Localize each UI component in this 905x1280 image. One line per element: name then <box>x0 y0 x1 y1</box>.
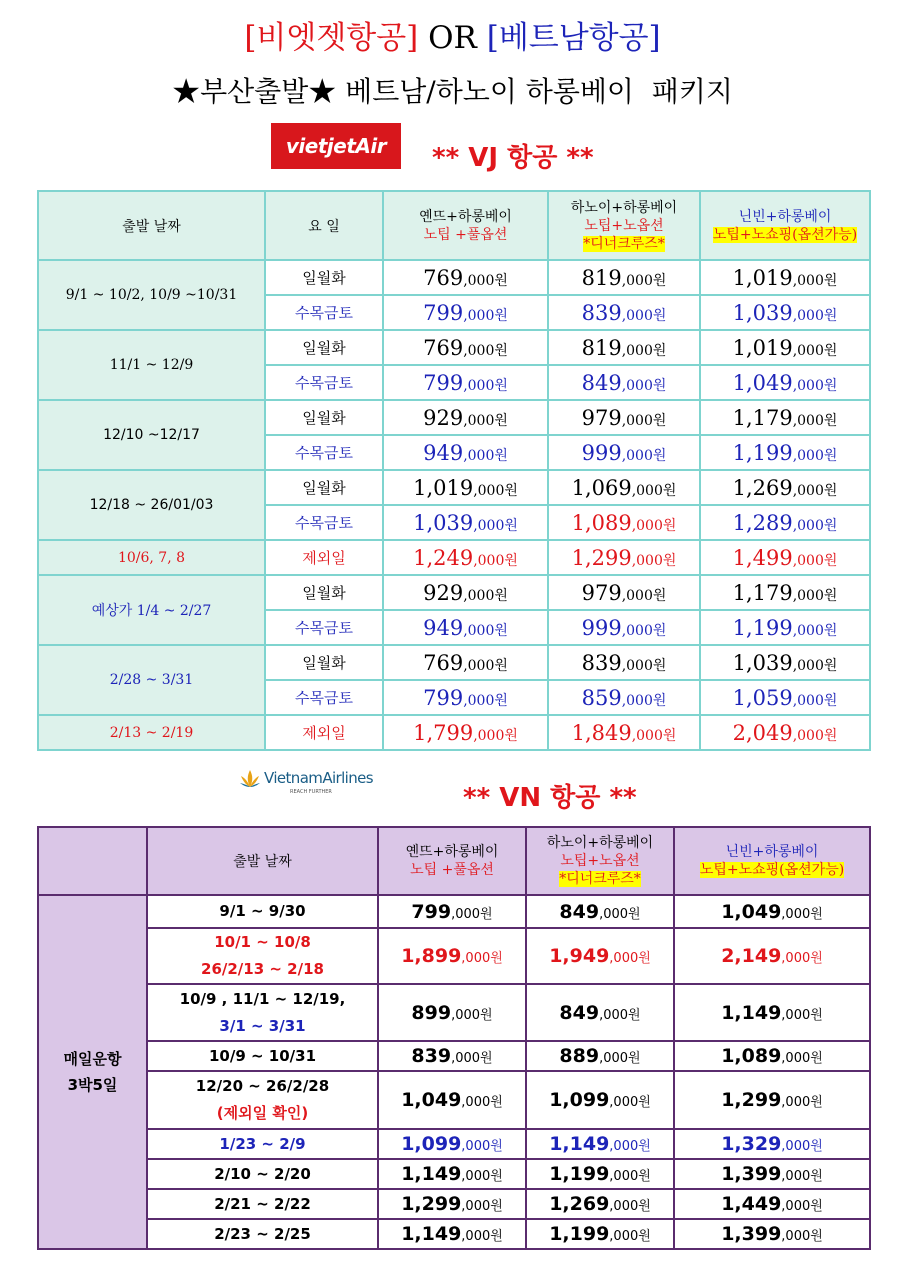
vn-header-date: 출발 날짜 <box>147 827 378 895</box>
vn-price-cell: 1,199,000원 <box>526 1159 674 1189</box>
vj-price-cell: 1,199,000원 <box>700 610 870 645</box>
vn-trip-length-label: 3박5일 <box>67 1076 118 1094</box>
vj-day-cell: 수목금토 <box>265 365 383 400</box>
vj-package-2-name: 하노이+하롱베이 <box>570 199 678 216</box>
vn-price-cell: 1,299,000원 <box>674 1071 870 1129</box>
vj-price-cell: 1,849,000원 <box>548 715 700 750</box>
vj-package-3-desc: 노팁+노쇼핑(옵션가능) <box>712 226 858 243</box>
vj-price-cell: 1,249,000원 <box>383 540 548 575</box>
vn-header-blank <box>38 827 147 895</box>
vj-price-cell: 949,000원 <box>383 435 548 470</box>
vn-price-cell: 1,399,000원 <box>674 1159 870 1189</box>
vn-price-cell: 1,149,000원 <box>378 1159 526 1189</box>
vn-price-cell: 1,899,000원 <box>378 928 526 984</box>
vj-day-cell: 일월화 <box>265 400 383 435</box>
vj-price-cell: 1,069,000원 <box>548 470 700 505</box>
vj-price-cell: 1,289,000원 <box>700 505 870 540</box>
vn-package-1-desc: 노팁 +풀옵션 <box>410 862 494 878</box>
vj-day-cell: 수목금토 <box>265 610 383 645</box>
vj-price-cell: 1,019,000원 <box>383 470 548 505</box>
vj-date-cell: 12/18 ~ 26/01/03 <box>38 470 265 540</box>
vj-day-cell: 수목금토 <box>265 435 383 470</box>
vj-price-cell: 1,269,000원 <box>700 470 870 505</box>
vn-package-3-name: 닌빈+하롱베이 <box>725 844 819 860</box>
vj-date-cell: 2/13 ~ 2/19 <box>38 715 265 750</box>
vn-date-cell: 9/1 ~ 9/30 <box>147 895 378 928</box>
vn-price-cell: 799,000원 <box>378 895 526 928</box>
vn-price-cell: 1,449,000원 <box>674 1189 870 1219</box>
vj-section-title: ** VJ 항공 ** <box>432 143 594 173</box>
vj-day-cell: 수목금토 <box>265 505 383 540</box>
vj-header-package-2 <box>548 191 700 260</box>
vj-price-cell: 2,049,000원 <box>700 715 870 750</box>
title-vietnam-airlines: [베트남항공] <box>486 20 661 56</box>
vn-price-cell: 899,000원 <box>378 984 526 1041</box>
vn-price-cell: 849,000원 <box>526 984 674 1041</box>
vj-day-cell: 수목금토 <box>265 295 383 330</box>
vj-day-cell: 일월화 <box>265 260 383 295</box>
vj-price-cell: 819,000원 <box>548 330 700 365</box>
vn-package-1-name: 옌뜨+하롱베이 <box>405 844 499 860</box>
vn-date-cell: 2/10 ~ 2/20 <box>147 1159 378 1189</box>
vn-package-2-dinner-cruise: *디너크루즈* <box>559 871 641 887</box>
vj-price-cell: 1,039,000원 <box>700 295 870 330</box>
vn-date-cell: 12/20 ~ 26/2/28 (제외일 확인) <box>147 1071 378 1129</box>
vj-price-cell: 1,039,000원 <box>383 505 548 540</box>
vn-price-cell: 1,099,000원 <box>378 1129 526 1159</box>
vj-price-cell: 1,039,000원 <box>700 645 870 680</box>
vn-price-cell: 889,000원 <box>526 1041 674 1071</box>
vj-price-cell: 999,000원 <box>548 435 700 470</box>
vn-price-cell: 1,399,000원 <box>674 1219 870 1249</box>
vn-price-cell: 1,149,000원 <box>674 984 870 1041</box>
vn-price-cell: 1,099,000원 <box>526 1071 674 1129</box>
vietnam-airlines-slogan: REACH FURTHER <box>290 789 332 795</box>
vj-package-3-name: 닌빈+하롱베이 <box>738 208 832 225</box>
vj-price-cell: 1,299,000원 <box>548 540 700 575</box>
vn-price-cell: 1,329,000원 <box>674 1129 870 1159</box>
vn-package-2-desc: 노팁+노옵션 <box>560 853 640 869</box>
vj-date-cell: 예상가 1/4 ~ 2/27 <box>38 575 265 645</box>
vn-package-2-name: 하노이+하롱베이 <box>546 835 654 851</box>
vn-date-cell: 10/9 ~ 10/31 <box>147 1041 378 1071</box>
vj-date-cell: 10/6, 7, 8 <box>38 540 265 575</box>
vn-price-cell: 1,049,000원 <box>378 1071 526 1129</box>
vj-price-cell: 1,089,000원 <box>548 505 700 540</box>
vj-price-cell: 859,000원 <box>548 680 700 715</box>
vj-package-1-desc: 노팁 +풀옵션 <box>423 226 508 243</box>
vn-price-cell: 1,269,000원 <box>526 1189 674 1219</box>
vn-price-cell: 1,049,000원 <box>674 895 870 928</box>
vn-header-package-1 <box>378 827 526 895</box>
vn-price-cell: 849,000원 <box>526 895 674 928</box>
vn-date-cell: 10/1 ~ 10/8 26/2/13 ~ 2/18 <box>147 928 378 984</box>
vj-price-cell: 949,000원 <box>383 610 548 645</box>
vn-date-cell: 1/23 ~ 2/9 <box>147 1129 378 1159</box>
vn-price-cell: 839,000원 <box>378 1041 526 1071</box>
vn-price-cell: 1,149,000원 <box>526 1129 674 1159</box>
vj-price-cell: 819,000원 <box>548 260 700 295</box>
title-or: OR <box>418 20 487 56</box>
vj-price-cell: 839,000원 <box>548 295 700 330</box>
subtitle: ★부산출발★ 베트남/하노이 하롱베이 패키지 <box>172 75 733 108</box>
vietjet-logo: vietjetAir <box>271 123 401 169</box>
vj-day-cell: 일월화 <box>265 575 383 610</box>
vj-price-cell: 1,019,000원 <box>700 260 870 295</box>
vj-price-cell: 769,000원 <box>383 330 548 365</box>
vn-price-cell: 1,199,000원 <box>526 1219 674 1249</box>
vj-price-cell: 799,000원 <box>383 365 548 400</box>
vj-price-cell: 849,000원 <box>548 365 700 400</box>
vj-price-cell: 929,000원 <box>383 575 548 610</box>
vj-date-cell: 12/10 ~12/17 <box>38 400 265 470</box>
vj-price-table <box>37 190 871 751</box>
vj-price-cell: 1,179,000원 <box>700 400 870 435</box>
vn-header-package-3 <box>674 827 870 895</box>
vn-price-cell: 1,089,000원 <box>674 1041 870 1071</box>
vj-day-cell: 제외일 <box>265 540 383 575</box>
vn-header-package-2 <box>526 827 674 895</box>
vj-price-cell: 979,000원 <box>548 400 700 435</box>
vj-price-cell: 799,000원 <box>383 680 548 715</box>
vj-package-2-desc: 노팁+노옵션 <box>584 217 664 234</box>
vj-price-cell: 769,000원 <box>383 645 548 680</box>
vj-header-package-1 <box>383 191 548 260</box>
vn-price-cell: 1,949,000원 <box>526 928 674 984</box>
vj-header-package-3 <box>700 191 870 260</box>
vn-price-cell: 1,149,000원 <box>378 1219 526 1249</box>
vj-header-day: 요 일 <box>265 191 383 260</box>
vn-section-title: ** VN 항공 ** <box>463 783 637 813</box>
vj-price-cell: 1,179,000원 <box>700 575 870 610</box>
vj-price-cell: 1,199,000원 <box>700 435 870 470</box>
vietnam-airlines-logo <box>238 766 388 802</box>
vj-price-cell: 999,000원 <box>548 610 700 645</box>
vj-day-cell: 일월화 <box>265 470 383 505</box>
vn-price-cell: 2,149,000원 <box>674 928 870 984</box>
vj-date-cell: 9/1 ~ 10/2, 10/9 ~10/31 <box>38 260 265 330</box>
vj-date-cell: 11/1 ~ 12/9 <box>38 330 265 400</box>
vj-price-cell: 1,499,000원 <box>700 540 870 575</box>
vj-price-cell: 1,799,000원 <box>383 715 548 750</box>
vn-date-cell: 2/23 ~ 2/25 <box>147 1219 378 1249</box>
vj-day-cell: 수목금토 <box>265 680 383 715</box>
vj-price-cell: 929,000원 <box>383 400 548 435</box>
vj-price-cell: 1,049,000원 <box>700 365 870 400</box>
vj-price-cell: 1,059,000원 <box>700 680 870 715</box>
vj-day-cell: 일월화 <box>265 645 383 680</box>
title-vietjet: [비엣젯항공] <box>244 20 419 56</box>
vj-price-cell: 769,000원 <box>383 260 548 295</box>
vn-date-cell: 10/9 , 11/1 ~ 12/19, 3/1 ~ 3/31 <box>147 984 378 1041</box>
vj-package-2-dinner-cruise: *디너크루즈* <box>583 235 665 252</box>
vn-package-3-desc: 노팁+노쇼핑(옵션가능) <box>699 862 845 878</box>
vj-header-date: 출발 날짜 <box>38 191 265 260</box>
vj-price-cell: 839,000원 <box>548 645 700 680</box>
vietnam-airlines-logo-text: VietnamAirlines <box>264 769 374 787</box>
main-title <box>0 12 905 57</box>
vj-price-cell: 799,000원 <box>383 295 548 330</box>
vn-daily-operation-label: 매일운항 <box>63 1050 122 1068</box>
vj-price-cell: 979,000원 <box>548 575 700 610</box>
vn-daily-operation-cell <box>38 895 147 1249</box>
vj-day-cell: 일월화 <box>265 330 383 365</box>
vj-day-cell: 제외일 <box>265 715 383 750</box>
vn-date-cell: 2/21 ~ 2/22 <box>147 1189 378 1219</box>
vn-price-table <box>37 826 871 1250</box>
lotus-icon <box>238 768 262 790</box>
vj-package-1-name: 옌뜨+하롱베이 <box>419 208 512 225</box>
vn-price-cell: 1,299,000원 <box>378 1189 526 1219</box>
vj-price-cell: 1,019,000원 <box>700 330 870 365</box>
vj-date-cell: 2/28 ~ 3/31 <box>38 645 265 715</box>
